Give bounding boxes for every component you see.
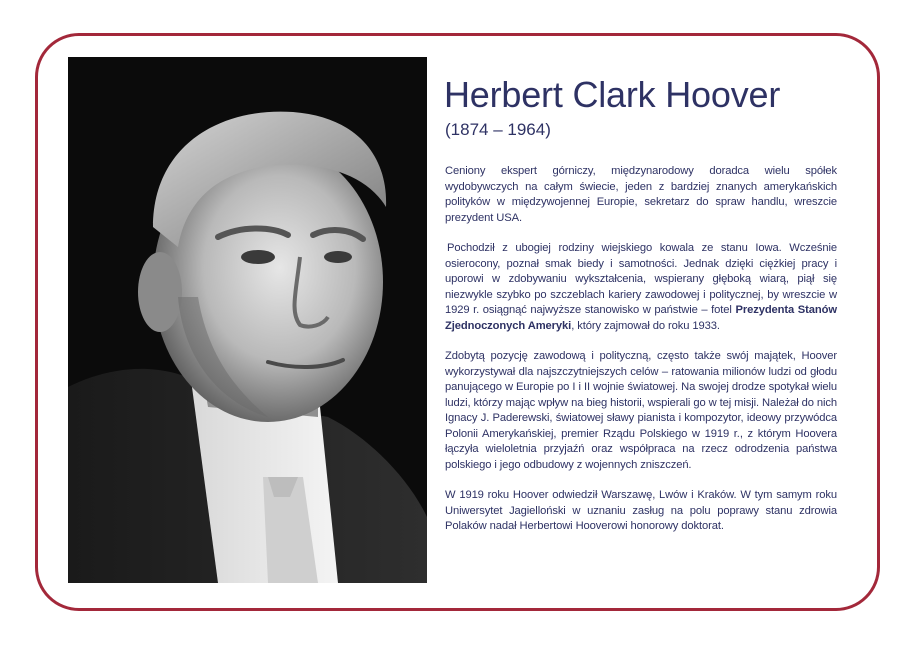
bio-paragraph-1: Ceniony ekspert górniczy, międzynarodowy doradca wielu spółek wydobywczych na całym świecie, jeden z bardziej znanych amerykańskich polityków w międzywojennej Europie, sekretarz do spraw handlu, wreszcie prezydent USA. [445, 165, 837, 224]
bio-paragraph-2-end: , który zajmował do roku 1933. [571, 319, 720, 332]
person-name: Herbert Clark Hoover [444, 74, 781, 115]
portrait-photo [68, 57, 427, 583]
bio-paragraph-2 [445, 241, 837, 334]
bio-paragraph-4: W 1919 roku Hoover odwiedził Warszawę, Lwów i Kraków. W tym samym roku Uniwersytet Jagielloński w uznaniu zasług na polu poprawy stanu zdrowia Polaków nadał Herbertowi Hooverowi honorowy doktorat. [445, 489, 837, 532]
president-title-bold: Prezydenta Stanów Zjednoczonych Ameryki [445, 304, 837, 332]
biography [445, 164, 837, 550]
bio-paragraph-3: Zdobytą pozycję zawodową i polityczną, często także swój majątek, Hoover wykorzystywał dla najszczytniejszych celów – ratowania milionów ludzi od głodu panującego w Europie po I i II wojnie światowej. Na swojej drodze spotykał wielu ludzi, którzy mając wpływ na bieg historii, wspierali go w tej misji. Należał do nich Ignacy J. Paderewski, światowej sławy pianista i kompozytor, ideowy przywódca Polonii Amerykańskiej, premier Rządu Polskiego w 1919 r., z którym Hoovera łączyła wieloletnia przyjaźń oraz współpraca na rzecz odrodzenia państwa polskiego i jego odbudowy z wojennych zniszczeń. [445, 350, 837, 471]
bio-paragraph-2-text: Pochodził z ubogiej rodziny wiejskiego kowala ze stanu Iowa. Wcześnie osierocony, poznał smak biedy i samotności. Jednak dzięki ciężkiej pracy i uporowi w zdobywaniu wykształcenia, wspierany głęboką wiarą, piął się niezwykle szybko po szczeblach kariery zawodowej i politycznej, by wreszcie w 1929 r. osiągnąć najwyższe stanowisko w państwie – fotel [445, 242, 837, 316]
life-dates: (1874 – 1964) [445, 120, 551, 139]
